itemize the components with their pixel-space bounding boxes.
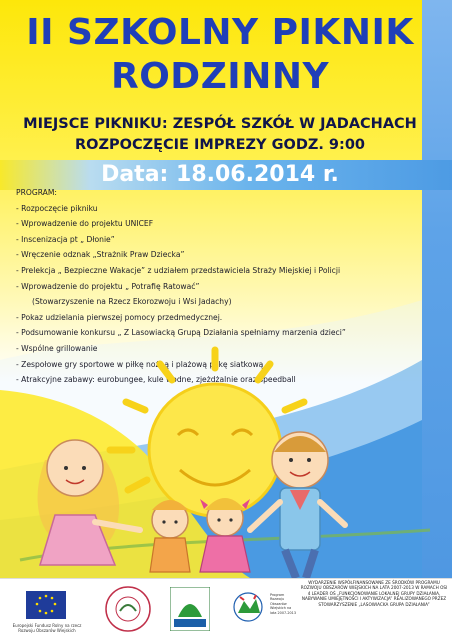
program-item: - Rozpoczęcie pikniku — [16, 203, 98, 213]
program-item: - Prelekcja „ Bezpieczne Wakacje” z udziałem przedstawiciela Straży Miejskiej i Policji — [16, 265, 341, 275]
cofinance-note: WYDARZENIE WSPÓŁFINANSOWANE ZE ŚRODKÓW PROGRAMU ROZWOJU OBSZARÓW WIEJSKICH NA LATA 2007-2013 W RAMACH OSI 4 LEADER OŚ „FUNKCJONOWANIE LOKALNEJ GRUPY DZIAŁANIA, NABYWANIE UMIEJĘTNOŚCI I AKTYWIZACJA” REALIZOWANEGO PRZEZ STOWARZYSZENIE „LASOWIACKA GRUPA DZIAŁANIA” — [300, 580, 448, 607]
program-item: - Zespołowe gry sportowe w piłkę nożną i plażową piłkę siatkową — [16, 359, 264, 369]
program-item: - Wręczenie odznak „Strażnik Praw Dziecka” — [16, 250, 185, 260]
program-item: - Podsumowanie konkursu „ Z Lasowiacką Grupą Działania spełniamy marzenia dzieci” — [16, 328, 346, 338]
sun-face — [149, 384, 281, 516]
family-sun-drawing — [0, 340, 452, 578]
leader-logo-icon — [170, 587, 210, 631]
program-item: (Stowarzyszenie na Rzecz Ekorozwoju i Wsi Jadachy) — [32, 297, 232, 307]
program-heading: PROGRAM: — [16, 188, 57, 197]
program-item: - Wprowadzenie do projektu „ Potrafię Ratować” — [16, 281, 200, 291]
program-item: - Wspólne grillowanie — [16, 343, 98, 353]
title-line-1: II SZKOLNY PIKNIK — [26, 12, 414, 53]
prow-logo-icon — [230, 589, 270, 625]
program-item: - Pokaz udzielania pierwszej pomocy przedmedycznej. — [16, 312, 223, 322]
date-text: Data: 18.06.2014 r. — [101, 162, 339, 187]
eu-caption: Europejski Fundusz Rolny na rzecz Rozwoju Obszarów Wiejskich — [12, 623, 82, 633]
program-item: - Inscenizacja pt „ Dłonie” — [16, 234, 115, 244]
place-text: MIEJSCE PIKNIKU: ZESPÓŁ SZKÓŁ W JADACHACH — [23, 116, 417, 132]
eu-flag-icon — [26, 591, 66, 619]
program-item: - Atrakcyjne zabawy: eurobungee, kule wodne, zjeżdżalnie oraz speedball — [16, 375, 296, 385]
prow-caption: Program Rozwoju Obszarów Wiejskich na lata 2007-2013 — [270, 593, 296, 615]
child-figure — [200, 498, 250, 572]
child-figure — [150, 500, 190, 572]
title-line-2: RODZINNY — [110, 56, 330, 97]
program-item: - Wprowadzenie do projektu UNICEF — [16, 219, 154, 229]
start-time-text: ROZPOCZĘCIE IMPREZY GODZ. 9:00 — [75, 137, 365, 153]
lgd-logo-icon — [104, 585, 152, 633]
